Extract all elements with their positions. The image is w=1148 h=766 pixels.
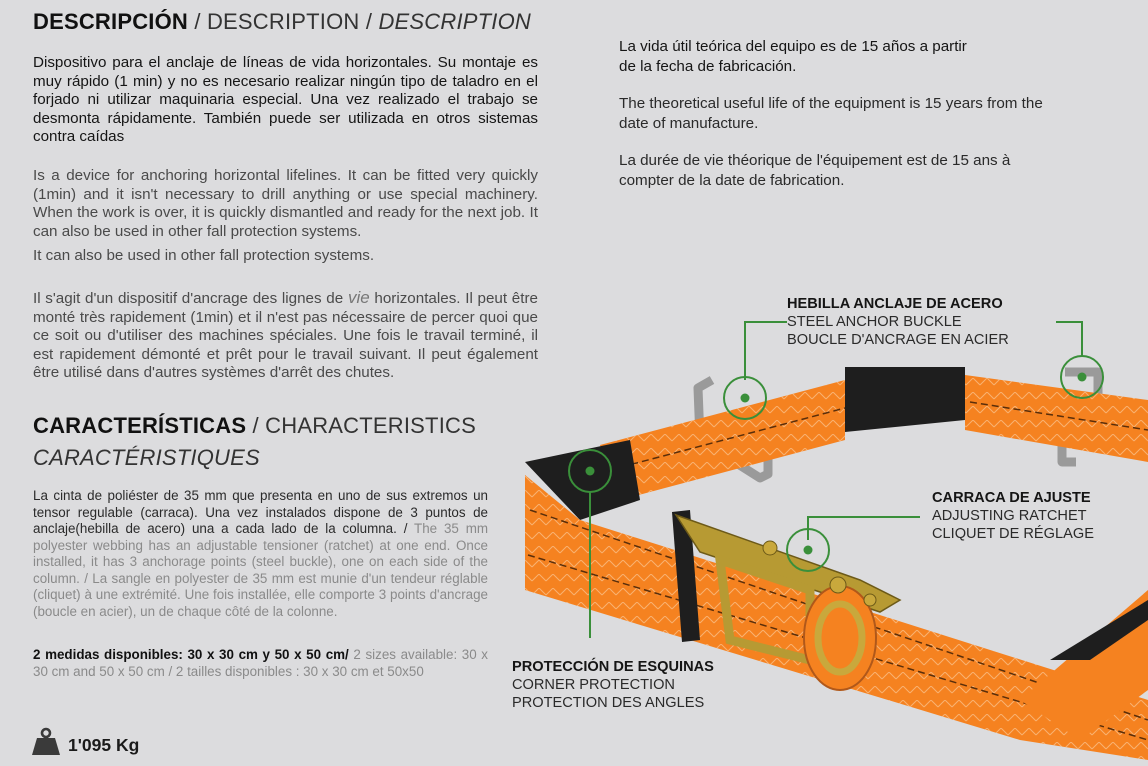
callout-buckle xyxy=(787,295,1009,349)
corner-protection-back xyxy=(845,367,965,432)
callout-ratchet-en: ADJUSTING RATCHET xyxy=(932,508,1087,524)
callout-buckle-fr: BOUCLE D'ANCRAGE EN ACIER xyxy=(787,332,1009,348)
fr-text-rest: horizontales. Il peut être monté très rapidement (1min) et il n'est pas nécessaire de percer quoi que ce soit ou d'utiliser des machines spéciales. Une fois le travail terminé, il est rapidement démonté et prêt pour le travail suivant. Il peut également être utilisé dans d'autres systèmes d'arrêt des chutes. xyxy=(33,290,538,382)
title-es: CARACTERÍSTICAS xyxy=(33,413,247,438)
characteristics-text-es: La cinta de poliéster de 35 mm que presenta en uno de sus extremos un tensor regulable (carraca). Una vez instalados dispone de 3 puntos de anclaje(hebilla de acero) una a cada lado de la columna. / xyxy=(33,488,488,536)
weight-value: 1'095 Kg xyxy=(68,735,140,755)
title-en: DESCRIPTION xyxy=(206,9,360,34)
sizes-bold: 2 medidas disponibles: 30 x 30 cm y 50 x 50 cm/ xyxy=(33,647,349,662)
description-text-en: Is a device for anchoring horizontal lifelines. It can be fitted very quickly (1min) and it isn't necessary to drill anything or use special machinery. When the work is over, it is quickly dismantled and ready for the next job. It can also be used in other fall protection systems. xyxy=(33,167,538,240)
lifetime-text-en: The theoretical useful life of the equipment is 15 years from the date of manufacture. xyxy=(619,95,1043,132)
sizes-rest: 2 sizes available: 30 x 30 cm and 50 x 50 cm / 2 tailles disponibles : 30 x 30 cm et 50x50 xyxy=(33,647,488,679)
fr-text-word: vie xyxy=(347,288,370,307)
separator: / xyxy=(252,413,259,438)
separator: / xyxy=(194,9,201,34)
callout-ratchet-fr: CLIQUET DE RÉGLAGE xyxy=(932,526,1094,542)
callout-ratchet xyxy=(932,489,1094,543)
description-text-es: Dispositivo para el anclaje de líneas de vida horizontales. Su montaje es muy rápido (1 min) y no es necesario realizar ningún tipo de taladro en el forjado ni utilizar maquinaria especial. Una vez realizado el trabajo se desmonta rápidamente. También puede ser utilizada en otros sistemas contra caídas xyxy=(33,54,538,146)
characteristics-text-en-fr: The 35 mm polyester webbing has an adjustable tensioner (ratchet) at one end. Once installed, it has 3 anchorage points (steel buckle), one on each side of the column. / La sangle en polyester de 35 mm est munie d'un tendeur réglable (cliquet) à une extrémité. Une fois installée, elle comporte 3 points d'ancrage (boucle en acier), un de chaque côté de la colonne. xyxy=(33,521,488,619)
separator: / xyxy=(365,9,373,34)
description-text-en-extra: It can also be used in other fall protection systems. xyxy=(33,247,375,264)
title-es: DESCRIPCIÓN xyxy=(33,9,188,34)
lifetime-text-es: La vida útil teórica del equipo es de 15 años a partir de la fecha de fabricación. xyxy=(619,38,967,75)
title-fr: DESCRIPTION xyxy=(378,9,531,34)
callout-corner-fr: PROTECTION DES ANGLES xyxy=(512,695,705,711)
fr-text-start: Il s'agit d'un dispositif d'ancrage des lignes de xyxy=(33,290,344,307)
title-en: CHARACTERISTICS xyxy=(265,413,476,438)
callout-corner-en: CORNER PROTECTION xyxy=(512,677,675,693)
callout-buckle-en: STEEL ANCHOR BUCKLE xyxy=(787,314,962,330)
lifetime-text-fr: La durée de vie théorique de l'équipement est de 15 ans à compter de la date de fabrication. xyxy=(619,152,1011,189)
callout-ratchet-es: CARRACA DE AJUSTE xyxy=(932,490,1091,506)
title-fr: CARACTÉRISTIQUES xyxy=(33,445,260,470)
callout-buckle-es: HEBILLA ANCLAJE DE ACERO xyxy=(787,296,1003,312)
callout-corner-es: PROTECCIÓN DE ESQUINAS xyxy=(512,659,714,675)
callout-corner xyxy=(512,658,714,712)
